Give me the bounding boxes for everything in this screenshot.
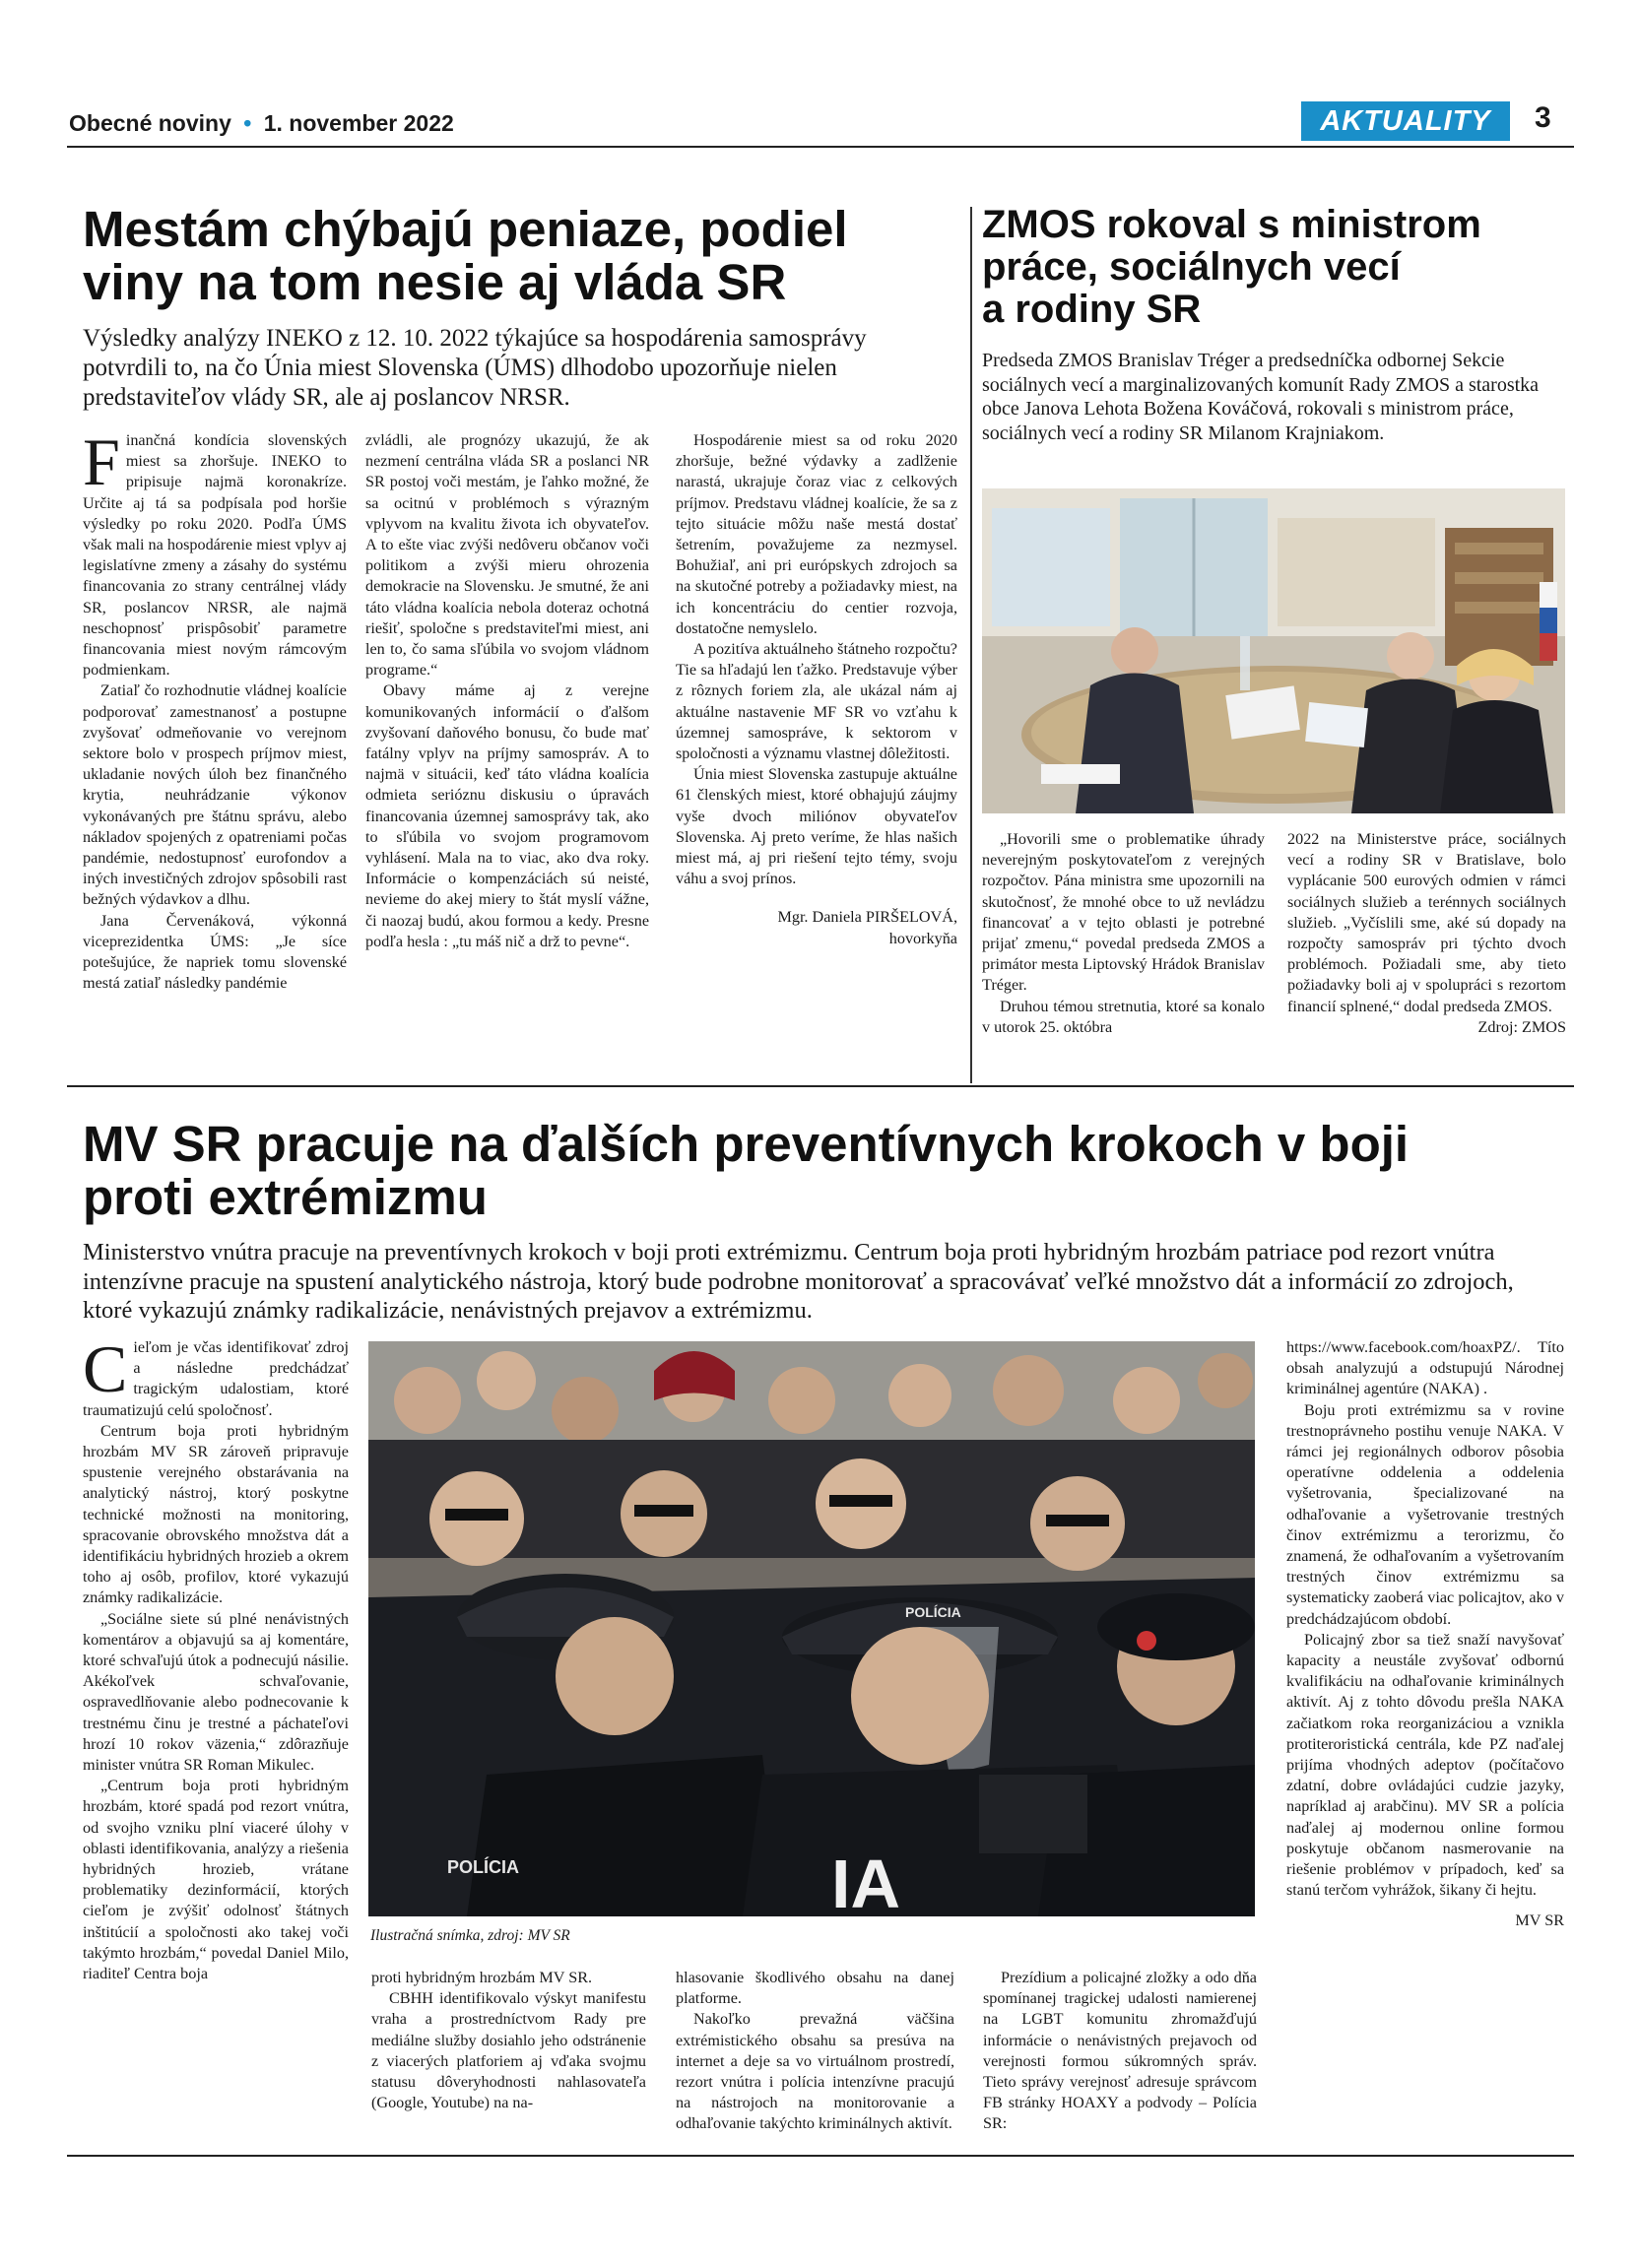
article3-col2-p1: proti hybridným hrozbám MV SR. — [371, 1969, 593, 1986]
article3-lede: Ministerstvo vnútra pracuje na preventívnych krokoch v boji proti extrémizmu. Centrum boja proti hybridným hrozbám patriace pod rezort vnútra intenzívne pracuje na spustení analytického nástroja, ktorý bude podrobne monitorovať a spracovávať veľké množstvo dát a informácií zo zdrojoch, ktoré vykazujú známky radikalizácie, nenávistných prejavov a extrémizmu. — [83, 1239, 1514, 1324]
article1-col1-p3: Jana Červenáková, výkonná viceprezidentka ÚMS: „Je síce potešujúce, že napriek tomu slovenské mestá zatiaľ následky pandémie — [83, 911, 347, 993]
article3-col2-p2: CBHH identifikovalo výskyt manifestu vraha a prostredníctvom Rady pre mediálne služby dosiahlo jeho odstránenie z viacerých platforiem aj vďaka svojmu statusu dôveryhodnosti nahlasovateľa (Google, Youtube) na na- — [371, 1989, 646, 2112]
photo-caption: Ilustračná snímka, zdroj: MV SR — [370, 1927, 570, 1944]
column-divider-vertical — [970, 207, 972, 1083]
article2-title — [982, 204, 1573, 331]
article3-dropcap: C — [83, 1331, 128, 1406]
photo-text-left: POLÍCIA — [447, 1857, 520, 1877]
article2-title-line2: práce, sociálnych vecí — [982, 245, 1401, 289]
article3-col5-p2: Boju proti extrémizmu sa v rovine trestnoprávneho postihu venuje NAKA. V rámci jej regionálnych odborov pôsobia operatívne oddelenia a oddelenia vyšetrovania, špecializované na odhaľovanie a vyšetrovanie trestných činov extrémizmu a terorizmu, čo znamená, že odhaľovaním a vyšetrovaním trestných činov extrémizmu sa systematicky zaoberá viac policajtov, ako v predchádzajúcom období. — [1286, 1400, 1564, 1628]
article1-col2-p1: zvládli, ale prognózy ukazujú, že ak nezmení centrálna vláda SR a poslanci NR SR postoj voči mestám, je ľahko možné, že sa ocitnú v problémoch s výrazným vplyvom na kvalitu života ich obyvateľov. A to ešte viac zvýši nedôveru občanov voči politikom a zvýši mieru ohrozenia demokracie na Slovensku. Je smutné, že ani táto vládna koalícia nebola doteraz ochotná riešiť, spoločne s predstaviteľmi miest, ani len to, čo sama sľúbila vo svojom vládnom programe.“ — [365, 431, 649, 680]
article2-title-line3: a rodiny SR — [982, 288, 1202, 331]
photo-text-center: POLÍCIA — [905, 1604, 961, 1620]
article1-signature-name: Mgr. Daniela PIRŠELOVÁ, — [777, 908, 957, 927]
article2-photo — [982, 488, 1565, 813]
article2-col1-p2: Druhou témou stretnutia, ktoré sa konalo v utorok 25. októbra — [982, 997, 1265, 1036]
police-crowd-photo-image — [368, 1341, 1255, 1916]
article1-title-line1: Mestám chýbajú peniaze, podiel — [83, 201, 848, 257]
article3-title-line1: MV SR pracuje na ďalších preventívnych krokoch v boji — [83, 1116, 1410, 1172]
article2-title-line1: ZMOS rokoval s ministrom — [982, 203, 1481, 246]
article3-col3-p2: Nakoľko prevažná väčšina extrémistického obsahu sa presúva na internet a deje sa vo virtuálnom prostredí, rezort vnútra i polícia intenzívne pracujú na nástrojoch na monitorovanie a odhaľovanie takýchto kriminálnych aktivít. — [676, 2010, 954, 2133]
section-badge — [1301, 101, 1510, 141]
article2-column-2 — [1287, 829, 1566, 1038]
publication-name: Obecné noviny — [69, 110, 231, 136]
article3-title-line2: proti extrémizmu — [83, 1169, 488, 1225]
issue-date: 1. november 2022 — [263, 110, 454, 136]
article1-col1-p1: inančná kondícia slovenských miest sa zhoršuje. INEKO to pripisuje najmä koronakríze. Určite aj tá sa podpísala pod horšie výsledky po roku 2020. Podľa ÚMS však mali na hospodárenie miest vplyv aj legislatívne zmeny a zásahy do systému financovania zo strany centrálnej vlády SR, poslancov NRSR, ale najmä neschopnosť prispôsobiť parametre financovania miest novým rámcovým podmienkam. — [83, 431, 347, 680]
footer-rule — [67, 2155, 1574, 2157]
article3-column-5 — [1286, 1337, 1564, 1932]
header-rule — [67, 146, 1574, 148]
meeting-photo-image — [982, 488, 1565, 813]
article3-column-4 — [983, 1968, 1257, 2135]
article1-col3-p1: Hospodárenie miest sa od roku 2020 zhoršuje, bežné výdavky a zadlženie narastá, ukrajuje čoraz viac z celkových príjmov. Predstavu vládnej koalície, že sa z tejto situácie môžu naše mestá dostať šetrením, považujeme za nezmysel. Bohužiaľ, ani pri európskych zdrojoch sa na skutočné potreby a požiadavky miest, na ich koncentráciu do centier rozvoja, dostatočne nemyslelo. — [676, 431, 957, 637]
article1-col2-p2: Obavy máme aj z verejne komunikovaných informácií o ďalšom zvyšovaní daňového bonusu, čo bude mať fatálny vplyv na príjmy samospráv. A to najmä v situácii, keď táto vládna koalícia odmieta serióznu diskusiu o úpravách financovania územnej samosprávy tak, ako to sľúbila vo svojom programovom vyhlásení. Mala na to viac, ako dva roky. Informácie o kompenzáciách sú neisté, nevieme do akej miery to štát myslí vážne, či naozaj budú, akou formou a kedy. Presne podľa hesla : „tu máš nič a drž to pevne“. — [365, 681, 649, 950]
article3-signature: MV SR — [1515, 1912, 1564, 1930]
article1-column-3 — [676, 430, 957, 949]
article3-col1-p4: „Centrum boja proti hybridným hrozbám, ktoré spadá pod rezort vnútra, od svojho vzniku plní viaceré úlohy v oblasti identifikovania, analýzy a riešenia hybridných hrozieb, vrátane problematiky dezinformácií, ktorých cieľom je zvýšiť odolnosť štátnych inštitúcií a spoločnosti ako takej voči takýmto hrozbám,“ povedal Daniel Milo, riaditeľ Centra boja — [83, 1777, 349, 1983]
article3-col5-p1: https://www.facebook.com/hoaxPZ/. Títo obsah analyzujú a odstupujú Národnej kriminálnej agentúre (NAKA) . — [1286, 1338, 1564, 1398]
article1-title — [83, 203, 969, 309]
article1-signature-role: hovorkyňa — [888, 929, 957, 947]
article3-photo — [368, 1341, 1255, 1916]
article1-column-1 — [83, 424, 347, 994]
article3-col1-p2: Centrum boja proti hybridným hrozbám MV SR zároveň pripravuje spustenie verejného obstarávania na analytický nástroj, ktorý poskytne technické možnosti na monitoring, spracovanie obrovského množstva dát a identifikáciu hybridných hrozieb a okrem toho aj osôb, profilov, ktoré vykazujú známky radikalizácie. — [83, 1421, 349, 1607]
section-label: AKTUALITY — [1320, 105, 1491, 137]
article3-col5-p3: Policajný zbor sa tiež snaží navyšovať kapacity a neustále zvyšovať odbornú kvalifikáciu na odhaľovanie kriminálnych aktivít. Aj z tohto dôvodu prešla NAKA začiatkom roka reorganizáciou a vznikla protiteroristická centrála, kde PZ naďalej prijíma vhodných adeptov (počítačovo zdatní, dobre ovládajúci cudzie jazyky, napríklad aj arabčinu). MV SR a polícia naďalej aj modernou online formou poskytuje občanom nasmerovanie na riešenie problémov v prípadoch, keď sa stanú terčom vyhrážok, šikany či hejtu. — [1286, 1630, 1564, 1900]
article2-col2-p1: 2022 na Ministerstve práce, sociálnych vecí a rodiny SR v Bratislave, bolo vyplácanie 500 eurových odmien v rámci sociálnych služieb a terénnych sociálnych služieb. „Vyčíslili sme, aké sú dopady na rozpočty samospráv pri týchto dvoch problémoch. Požiadali sme, aby tieto požiadavky boli aj v spolupráci s rezortom financií splnené,“ dodal predseda ZMOS. — [1287, 830, 1566, 1015]
article3-col1-p1: ieľom je včas identifikovať zdroj a následne predchádzať tragickým udalostiam, ktoré traumatizujú celú spoločnosť. — [83, 1338, 349, 1419]
article3-col4-p1: Prezídium a policajné zložky a odo dňa spomínanej tragickej udalosti namierenej na LGBT komunitu zhromažďujú informácie o nenávistných prejavoch od verejnosti formou súkromných správ. Tieto správy verejnosť adresuje správcom FB stránky HOAXY a podvody – Polícia SR: — [983, 1969, 1257, 2133]
article1-title-line2: viny na tom nesie aj vláda SR — [83, 254, 787, 310]
masthead-publication — [69, 110, 454, 137]
article2-lede: Predseda ZMOS Branislav Tréger a predsedníčka odbornej Sekcie sociálnych vecí a marginalizovaných komunít Rady ZMOS a starostka obce Janova Lehota Božena Kováčová, rokovali s ministrom práce, sociálnych vecí a rodiny SR Milanom Krajniakom. — [982, 350, 1540, 444]
article1-col3-p3: Únia miest Slovenska zastupuje aktuálne 61 členských miest, ktoré obhajujú záujmy vyše dvoch miliónov obyvateľov Slovenska. Aj preto veríme, že hlas našich miest má, aj pri riešení tejto témy, svoju váhu a svoj prínos. — [676, 765, 957, 888]
article3-column-1 — [83, 1331, 349, 1984]
photo-text-bottom: IA — [831, 1846, 900, 1916]
article-separator-rule — [67, 1085, 1574, 1087]
article2-column-1 — [982, 829, 1265, 1038]
article1-lede: Výsledky analýzy INEKO z 12. 10. 2022 týkajúce sa hospodárenia samosprávy potvrdili to, na čo Únia miest Slovenska (ÚMS) dlhodobo upozorňuje nielen predstaviteľov vlády SR, ale aj poslancov NRSR. — [83, 325, 867, 411]
article2-source: Zdroj: ZMOS — [1477, 1017, 1566, 1036]
article3-column-3 — [676, 1968, 954, 2135]
page-number: 3 — [1535, 101, 1551, 134]
article1-col3-p2: A pozitíva aktuálneho štátneho rozpočtu? Tie sa hľadajú len ťažko. Predstavuje výber z rôznych foriem zla, ale ukázal nám aj aktuálne nastavenie MF SR vo vzťahu k územnej samospráve, k sektorom v spoločnosti a významu vlastnej dôležitosti. — [676, 640, 957, 763]
separator-dot: • — [243, 110, 252, 136]
article3-col1-p3: „Sociálne siete sú plné nenávistných komentárov a objavujú sa aj komentáre, ktoré schvaľujú útok a podnecujú násilie. Akékoľvek schvaľovanie, ospravedlňovanie alebo podnecovanie k trestnému činu je trestné a páchateľovi hrozí 10 rokov väzenia,“ zdôrazňuje minister vnútra SR Roman Mikulec. — [83, 1609, 349, 1775]
article3-col3-p1: hlasovanie škodlivého obsahu na danej platforme. — [676, 1969, 954, 2008]
article3-title — [83, 1118, 1570, 1224]
article3-column-2 — [371, 1968, 646, 2113]
article1-dropcap: F — [83, 424, 120, 499]
article1-col1-p2: Zatiaľ čo rozhodnutie vládnej koalície podporovať zamestnanosť a postupne zvyšovať odmeňovanie vo verejnom sektore bolo v prospech príjmov miest, ukladanie nových úloh bez finančného krytia, neuhrádzanie výkonov vykonávaných pre štátnu správu, alebo nákladov spojených z opatreniami počas pandémie, nedostupnosť eurofondov a iných investičných zdrojov spôsobili rast bežných výdavkov a dlhu. — [83, 681, 347, 909]
article1-column-2 — [365, 430, 649, 952]
article2-col1-p1: „Hovorili sme o problematike úhrady neverejným poskytovateľom z verejných rozpočtov. Pána ministra sme upozornili na skutočnosť, že mnohé obce to už nevládzu financovať a v tejto oblasti je potrebné prijať zmenu,“ povedal predseda ZMOS a primátor mesta Liptovský Hrádok Branislav Tréger. — [982, 830, 1265, 995]
